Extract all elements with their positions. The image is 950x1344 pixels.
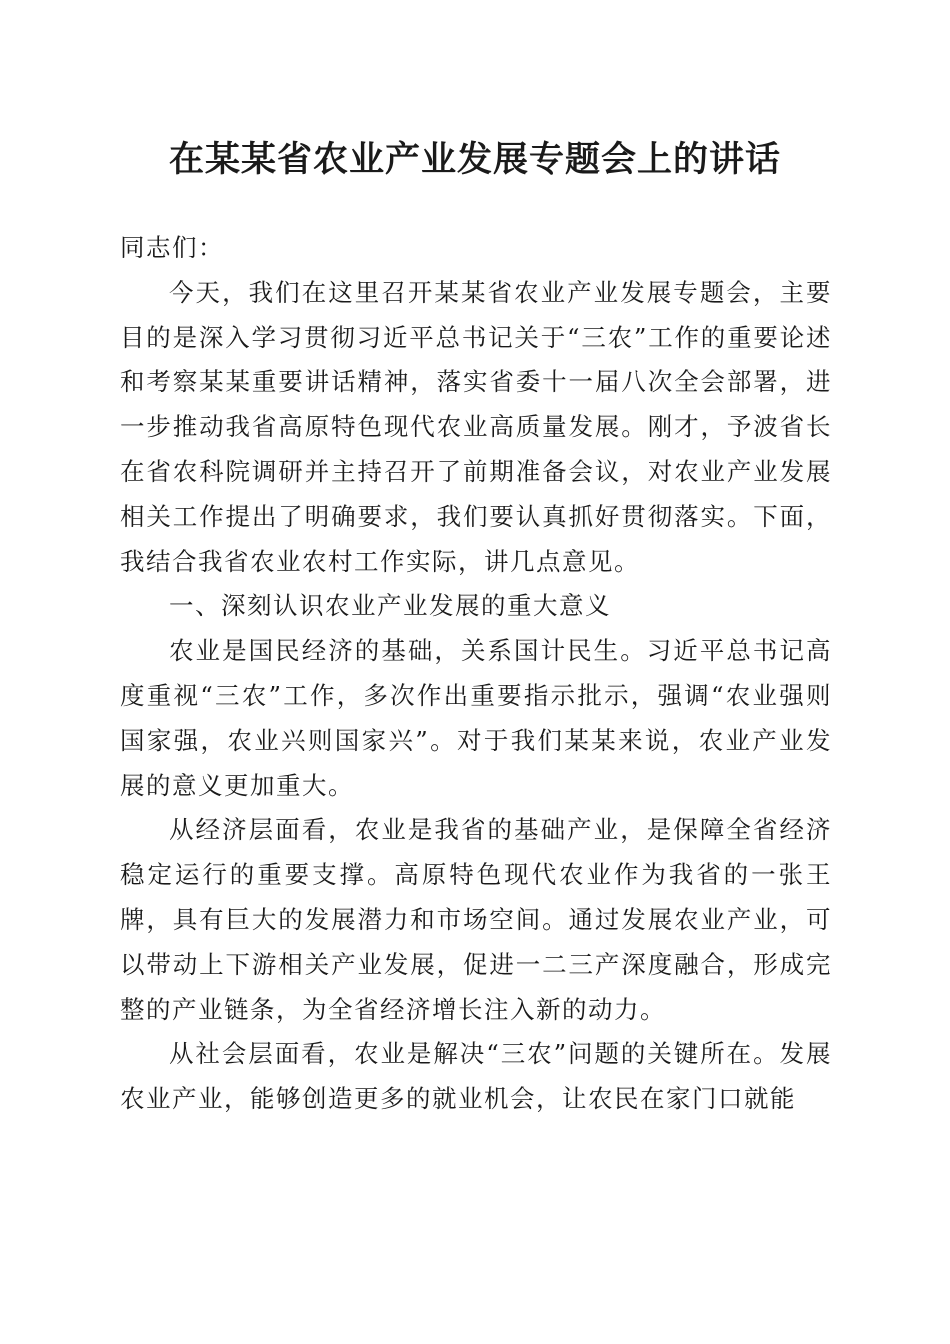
paragraph-social: 从社会层面看，农业是解决“三农”问题的关键所在。发展农业产业，能够创造更多的就业机会，让农民在家门口就能 [120, 1039, 832, 1114]
page-title: 在某某省农业产业发展专题会上的讲话 [168, 139, 781, 180]
salutation: 同志们： [120, 233, 224, 262]
paragraph-significance: 农业是国民经济的基础，关系国计民生。习近平总书记高度重视“三农”工作，多次作出重要指示批示，强调“农业强则国家强，农业兴则国家兴”。对于我们某某来说，农业产业发展的意义更加重大。 [120, 636, 832, 800]
paragraph-intro: 今天，我们在这里召开某某省农业产业发展专题会，主要目的是深入学习贯彻习近平总书记关于“三农”工作的重要论述和考察某某重要讲话精神，落实省委十一届八次全会部署，进一步推动我省高原特色现代农业高质量发展。刚才，予波省长在省农科院调研并主持召开了前期准备会议，对农业产业发展相关工作提出了明确要求，我们要认真抓好贯彻落实。下面，我结合我省农业农村工作实际，讲几点意见。 [120, 277, 832, 576]
document-body [120, 226, 832, 1122]
section-heading-1: 一、深刻认识农业产业发展的重大意义 [169, 591, 611, 621]
paragraph-economic: 从经济层面看，农业是我省的基础产业，是保障全省经济稳定运行的重要支撑。高原特色现代农业作为我省的一张王牌，具有巨大的发展潜力和市场空间。通过发展农业产业，可以带动上下游相关产业发展，促进一二三产深度融合，形成完整的产业链条，为全省经济增长注入新的动力。 [120, 815, 832, 1024]
